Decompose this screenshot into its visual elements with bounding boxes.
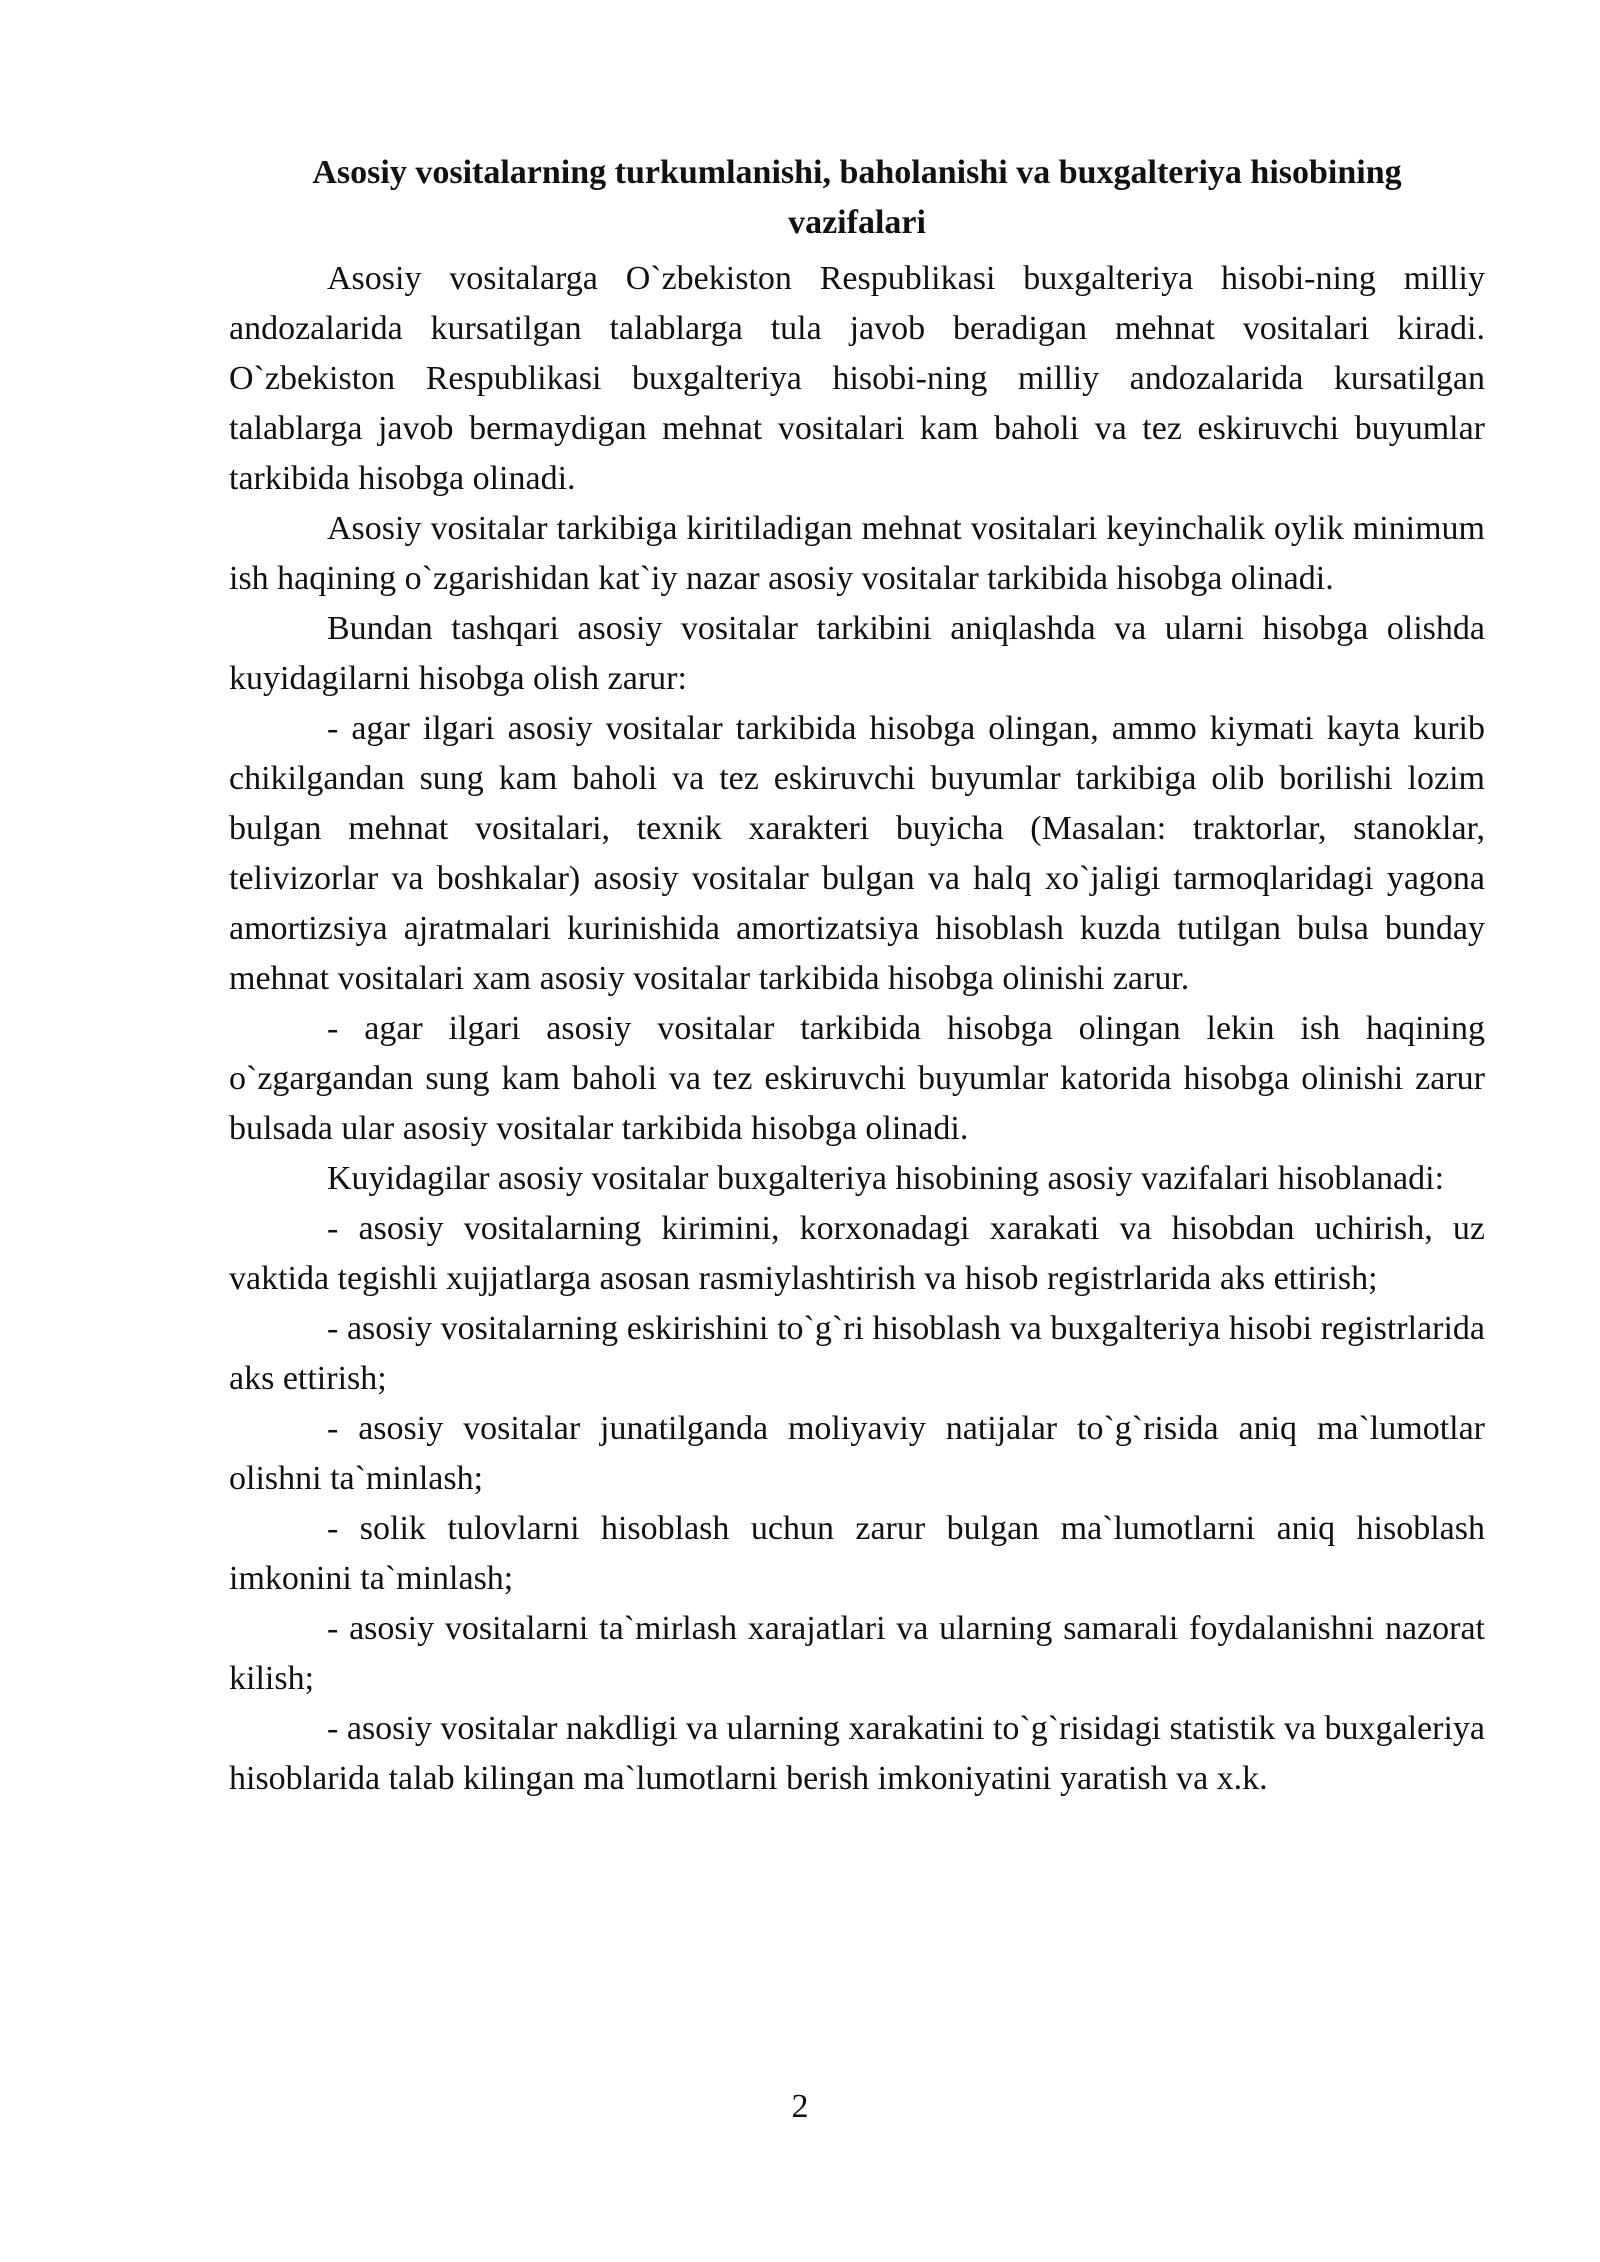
task-item-2: - asosiy vositalarning eskirishini to`g`ri hisoblash va buxgalteriya hisobi registrlarida aks ettirish; bbox=[229, 1310, 1485, 1397]
task-item-1: - asosiy vositalarning kirimini, korxonadagi xarakati va hisobdan uchirish, uz vaktida tegishli xujjatlarga asosan rasmiylashtirish va hisob registrlarida aks ettirish; bbox=[229, 1210, 1485, 1297]
page-number: 2 bbox=[791, 2088, 809, 2125]
title-line-2: vazifalari bbox=[788, 204, 926, 241]
title-line-1: Asosiy vositalarning turkumlanishi, baholanishi va buxgalteriya hisobining bbox=[312, 154, 1402, 191]
list-item-1: - agar ilgari asosiy vositalar tarkibida hisobga olingan, ammo kiymati kayta kurib chikilgandan sung kam baholi va tez eskiruvchi buyumlar tarkibiga olib borilishi lozim bulgan mehnat vositalari, texnik xarakteri buyicha (Masalan: traktorlar, stanoklar, telivizorlar va boshkalar) asosiy vositalar bulgan va halq xo`jaligi tarmoqlaridagi yagona amortizsiya ajratmalari kurinishida amortizatsiya hisoblash kuzda tutilgan bulsa bunday mehnat vositalari xam asosiy vositalar tarkibida hisobga olinishi zarur. bbox=[229, 710, 1485, 997]
task-item-6: - asosiy vositalar nakdligi va ularning xarakatini to`g`risidagi statistik va buxgaleriya hisoblarida talab kilingan ma`lumotlarni berish imkoniyatini yaratish va x.k. bbox=[229, 1710, 1485, 1797]
paragraph-4: Kuyidagilar asosiy vositalar buxgalteriya hisobining asosiy vazifalari hisoblanadi: bbox=[327, 1160, 1445, 1197]
document-title bbox=[229, 148, 1485, 254]
paragraph-3: Bundan tashqari asosiy vositalar tarkibini aniqlashda va ularni hisobga olishda kuyidagilarni hisobga olish zarur: bbox=[229, 610, 1485, 697]
task-item-4: - solik tulovlarni hisoblash uchun zarur bulgan ma`lumotlarni aniq hisoblash imkonini ta`minlash; bbox=[229, 1510, 1485, 1597]
document-page bbox=[229, 148, 1485, 1804]
task-item-5: - asosiy vositalarni ta`mirlash xarajatlari va ularning samarali foydalanishni nazorat kilish; bbox=[229, 1610, 1485, 1697]
task-item-3: - asosiy vositalar junatilganda moliyaviy natijalar to`g`risida aniq ma`lumotlar olishni ta`minlash; bbox=[229, 1410, 1485, 1497]
paragraph-1: Asosiy vositalarga O`zbekiston Respublikasi buxgalteriya hisobi-ning milliy andozalarida kursatilgan talablarga tula javob beradigan mehnat vositalari kiradi. O`zbekiston Respublikasi buxgalteriya hisobi-ning milliy andozalarida kursatilgan talablarga javob bermaydigan mehnat vositalari kam baholi va tez eskiruvchi buyumlar tarkibida hisobga olinadi. bbox=[229, 260, 1485, 497]
list-item-2: - agar ilgari asosiy vositalar tarkibida hisobga olingan lekin ish haqining o`zgargandan sung kam baholi va tez eskiruvchi buyumlar katorida hisobga olinishi zarur bulsada ular asosiy vositalar tarkibida hisobga olinadi. bbox=[229, 1010, 1485, 1147]
paragraph-2: Asosiy vositalar tarkibiga kiritiladigan mehnat vositalari keyinchalik oylik minimum ish haqining o`zgarishidan kat`iy nazar asosiy vositalar tarkibida hisobga olinadi. bbox=[229, 510, 1485, 597]
